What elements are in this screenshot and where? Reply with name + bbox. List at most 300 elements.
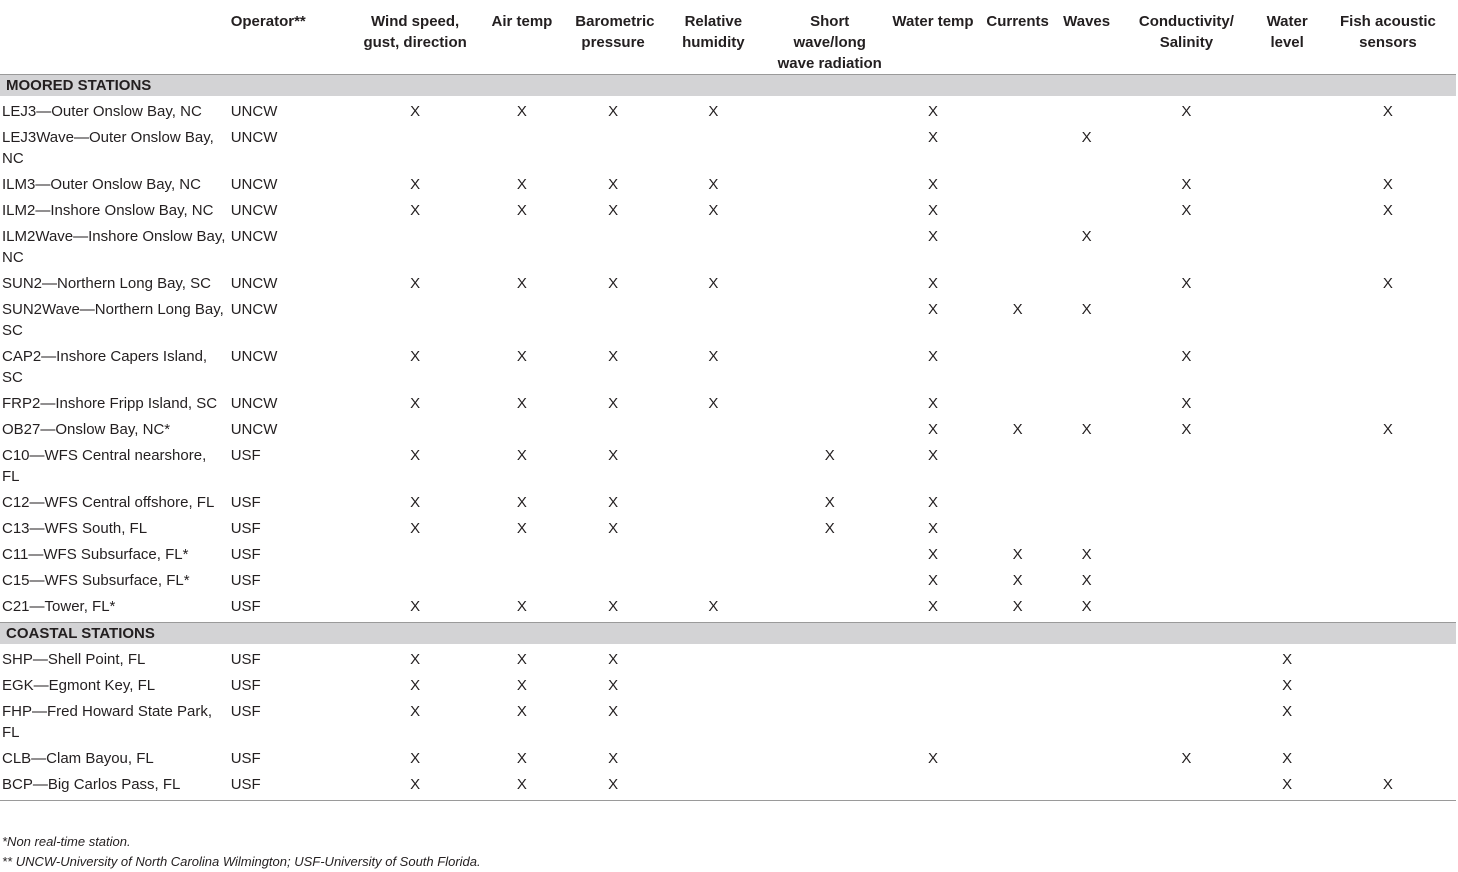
cell-rh: [653, 748, 774, 774]
cell-rh: [653, 701, 774, 748]
cell-wl: X: [1254, 774, 1319, 801]
cell-cur: [980, 675, 1055, 701]
cell-cond: [1118, 492, 1254, 518]
cell-wl: X: [1282, 750, 1293, 767]
cell-waves: [1055, 748, 1118, 774]
cell-operator: UNCW: [230, 202, 278, 219]
table-row: [0, 174, 1456, 200]
cell-wl: [1254, 174, 1319, 200]
cell-wind: X: [410, 176, 421, 193]
cell-wl: [1254, 492, 1319, 518]
cell-station: C13—WFS South, FL: [2, 520, 148, 537]
cell-air: [471, 127, 574, 174]
cell-wind: X: [360, 774, 471, 801]
cell-operator: UNCW: [230, 395, 278, 412]
cell-cond: [1118, 127, 1254, 174]
cell-cur: [980, 174, 1055, 200]
cell-cur: [980, 127, 1055, 174]
cell-waves: [1055, 101, 1118, 127]
cell-wind: X: [410, 703, 421, 720]
cell-cur: X: [1012, 421, 1023, 438]
cell-wl: [1254, 127, 1319, 174]
cell-rad: [774, 174, 886, 200]
cell-cur: [980, 273, 1055, 299]
cell-wind: X: [410, 494, 421, 511]
cell-operator: UNCW: [230, 301, 278, 318]
cell-station: CAP2—Inshore Capers Island, SC: [2, 348, 208, 386]
cell-station: SUN2—Northern Long Bay, SC: [2, 275, 211, 292]
table-row: [0, 393, 1456, 419]
cell-water: X: [927, 103, 938, 120]
cell-operator: UNCW: [230, 228, 278, 245]
cell-operator: USF: [230, 651, 261, 668]
cell-waves: [1055, 445, 1118, 492]
cell-rad: [774, 393, 886, 419]
footnote-non-realtime: *Non real-time station.: [2, 834, 131, 849]
cell-cur: X: [1012, 546, 1023, 563]
cell-wind: X: [410, 395, 421, 412]
cell-wl: [1254, 518, 1319, 544]
cell-waves: [1055, 701, 1118, 748]
cell-rh: [653, 127, 774, 174]
cell-cur: [980, 101, 1055, 127]
cell-wl: [1254, 419, 1319, 445]
cell-baro: X: [608, 750, 619, 767]
table-row: [0, 518, 1456, 544]
cell-rh: [653, 544, 774, 570]
cell-station: FRP2—Inshore Fripp Island, SC: [2, 395, 218, 412]
cell-fish: X: [1320, 774, 1456, 801]
cell-fish: [1320, 445, 1456, 492]
cell-operator: USF: [230, 703, 261, 720]
cell-waves: [1055, 649, 1118, 675]
cell-rh: [653, 445, 774, 492]
cell-rad: [774, 200, 886, 226]
cell-waves: [1055, 774, 1118, 801]
cell-operator: USF: [230, 447, 261, 464]
cell-cond: X: [1181, 176, 1192, 193]
cell-waves: [1055, 346, 1118, 393]
cell-station: ILM2—Inshore Onslow Bay, NC: [2, 202, 214, 219]
cell-cond: X: [1181, 275, 1192, 292]
cell-baro: X: [608, 520, 619, 537]
cell-water: X: [927, 598, 938, 615]
cell-wind: [360, 226, 471, 273]
table-row: [0, 445, 1456, 492]
header-barometric-pressure: Barometric pressure: [573, 0, 653, 75]
cell-waves: X: [1081, 301, 1092, 318]
footnotes: [2, 832, 481, 872]
cell-wind: X: [410, 651, 421, 668]
cell-operator: UNCW: [230, 348, 278, 365]
cell-fish: [1320, 518, 1456, 544]
cell-station: LEJ3Wave—Outer Onslow Bay, NC: [2, 129, 214, 167]
cell-air: [471, 570, 574, 596]
cell-water: [886, 649, 981, 675]
header-air-temp: Air temp: [471, 0, 574, 75]
cell-operator: USF: [230, 572, 261, 589]
cell-operator: USF: [229, 774, 360, 801]
cell-baro: [573, 127, 653, 174]
footnote-operators: ** UNCW-University of North Carolina Wilmington; USF-University of South Florida.: [2, 854, 481, 869]
cell-rh: X: [708, 176, 719, 193]
cell-water: X: [927, 202, 938, 219]
table-row: [0, 748, 1456, 774]
cell-rad: [774, 101, 886, 127]
cell-cond: X: [1181, 348, 1192, 365]
cell-cur: [980, 748, 1055, 774]
header-water-level: Water level: [1254, 0, 1319, 75]
cell-water: [886, 701, 981, 748]
cell-cur: X: [1012, 598, 1023, 615]
cell-rh: [653, 675, 774, 701]
cell-rh: [653, 518, 774, 544]
cell-rad: [774, 226, 886, 273]
cell-water: X: [927, 176, 938, 193]
cell-station: SHP—Shell Point, FL: [2, 651, 146, 668]
cell-baro: X: [608, 348, 619, 365]
cell-station: FHP—Fred Howard State Park, FL: [2, 703, 213, 741]
cell-cond: [1118, 596, 1254, 623]
cell-air: X: [516, 103, 527, 120]
cell-rh: X: [708, 103, 719, 120]
cell-wl: [1254, 346, 1319, 393]
cell-station: BCP—Big Carlos Pass, FL: [0, 774, 229, 801]
header-radiation: Short wave/long wave radiation: [774, 0, 886, 75]
cell-fish: X: [1382, 176, 1393, 193]
cell-baro: X: [573, 774, 653, 801]
cell-operator: UNCW: [230, 275, 278, 292]
table-row: [0, 596, 1456, 623]
cell-rh: [653, 649, 774, 675]
cell-wl: [1254, 393, 1319, 419]
cell-rad: [774, 649, 886, 675]
cell-operator: UNCW: [230, 129, 278, 146]
cell-air: [471, 226, 574, 273]
cell-rh: [653, 419, 774, 445]
cell-wl: [1254, 273, 1319, 299]
cell-rad: [774, 419, 886, 445]
cell-fish: X: [1382, 275, 1393, 292]
cell-rh: X: [708, 275, 719, 292]
header-currents: Currents: [980, 0, 1055, 75]
cell-water: X: [927, 572, 938, 589]
cell-cond: [1118, 445, 1254, 492]
cell-wind: X: [410, 348, 421, 365]
cell-station: C11—WFS Subsurface, FL*: [2, 546, 189, 563]
header-relative-humidity: Relative humidity: [653, 0, 774, 75]
cell-wl: [1254, 445, 1319, 492]
cell-water: X: [927, 395, 938, 412]
cell-wind: [360, 127, 471, 174]
cell-rad: X: [824, 494, 835, 511]
cell-station: LEJ3—Outer Onslow Bay, NC: [2, 103, 202, 120]
cell-waves: X: [1081, 129, 1092, 146]
table-row: [0, 675, 1456, 701]
cell-water: X: [927, 546, 938, 563]
cell-waves: [1055, 518, 1118, 544]
cell-operator: USF: [230, 677, 261, 694]
cell-fish: [1320, 544, 1456, 570]
table-row: [0, 544, 1456, 570]
cell-fish: [1320, 226, 1456, 273]
cell-wind: X: [410, 520, 421, 537]
table-row: [0, 701, 1456, 748]
cell-air: X: [516, 703, 527, 720]
cell-cond: [1118, 544, 1254, 570]
table-row: [0, 649, 1456, 675]
cell-baro: X: [608, 275, 619, 292]
cell-air: X: [516, 395, 527, 412]
cell-waves: X: [1081, 572, 1092, 589]
cell-rh: [653, 299, 774, 346]
cell-fish: [1320, 649, 1456, 675]
cell-rh: [653, 226, 774, 273]
cell-baro: X: [608, 703, 619, 720]
cell-water: X: [927, 447, 938, 464]
cell-cur: [980, 200, 1055, 226]
cell-baro: X: [608, 598, 619, 615]
cell-cond: [1118, 649, 1254, 675]
cell-cond: [1118, 518, 1254, 544]
cell-rad: [774, 127, 886, 174]
cell-wind: X: [410, 103, 421, 120]
cell-air: X: [516, 348, 527, 365]
cell-rh: [653, 570, 774, 596]
table-row: [0, 200, 1456, 226]
cell-air: X: [516, 520, 527, 537]
cell-fish: [1320, 127, 1456, 174]
cell-water: X: [927, 129, 938, 146]
cell-fish: [1320, 492, 1456, 518]
cell-rad: X: [824, 447, 835, 464]
cell-rh: X: [708, 348, 719, 365]
cell-operator: USF: [230, 598, 261, 615]
cell-air: [471, 299, 574, 346]
cell-air: X: [516, 677, 527, 694]
cell-rh: [653, 492, 774, 518]
cell-waves: X: [1081, 598, 1092, 615]
cell-wind: X: [410, 677, 421, 694]
cell-air: X: [471, 774, 574, 801]
cell-fish: [1320, 393, 1456, 419]
cell-rh: [653, 774, 774, 801]
table-row: [0, 299, 1456, 346]
cell-water: [886, 774, 981, 801]
cell-baro: X: [608, 395, 619, 412]
header-operator: Operator**: [229, 0, 360, 75]
cell-fish: [1320, 675, 1456, 701]
cell-cond: [1118, 774, 1254, 801]
cell-station: CLB—Clam Bayou, FL: [2, 750, 154, 767]
cell-waves: [1055, 492, 1118, 518]
cell-water: X: [927, 520, 938, 537]
cell-wind: X: [410, 275, 421, 292]
cell-air: [471, 544, 574, 570]
cell-baro: X: [608, 103, 619, 120]
cell-baro: X: [608, 677, 619, 694]
cell-baro: X: [608, 651, 619, 668]
cell-cond: [1118, 226, 1254, 273]
section-header-row: [0, 623, 1456, 645]
cell-cur: [980, 445, 1055, 492]
cell-baro: [573, 419, 653, 445]
cell-rad: X: [824, 520, 835, 537]
cell-cur: [980, 346, 1055, 393]
header-station: [0, 0, 229, 75]
cell-rh: X: [708, 395, 719, 412]
cell-fish: X: [1382, 103, 1393, 120]
cell-wl: [1254, 200, 1319, 226]
cell-rad: [774, 273, 886, 299]
cell-wl: [1254, 226, 1319, 273]
cell-cur: [980, 393, 1055, 419]
section-title: COASTAL STATIONS: [0, 623, 1456, 645]
header-row: [0, 0, 1456, 75]
table-row: [0, 492, 1456, 518]
cell-waves: [1055, 393, 1118, 419]
table-body: [0, 75, 1456, 801]
cell-cond: X: [1181, 395, 1192, 412]
cell-cur: X: [1012, 301, 1023, 318]
cell-baro: [573, 299, 653, 346]
cell-rad: [774, 596, 886, 623]
cell-rad: [774, 346, 886, 393]
header-wind: Wind speed, gust, direction: [360, 0, 471, 75]
header-fish-acoustic: Fish acoustic sensors: [1320, 0, 1456, 75]
cell-wl: [1254, 101, 1319, 127]
cell-operator: USF: [230, 546, 261, 563]
cell-air: X: [516, 598, 527, 615]
header-waves: Waves: [1055, 0, 1118, 75]
cell-air: X: [516, 202, 527, 219]
cell-air: [471, 419, 574, 445]
cell-station: C12—WFS Central offshore, FL: [2, 494, 215, 511]
cell-baro: X: [608, 176, 619, 193]
cell-cur: [980, 518, 1055, 544]
cell-fish: [1320, 748, 1456, 774]
cell-rad: [774, 774, 886, 801]
cell-cur: [980, 701, 1055, 748]
cell-operator: UNCW: [230, 176, 278, 193]
cell-wind: X: [410, 750, 421, 767]
cell-cond: X: [1181, 202, 1192, 219]
cell-cur: [980, 774, 1055, 801]
cell-cur: [980, 649, 1055, 675]
cell-water: X: [927, 228, 938, 245]
cell-station: OB27—Onslow Bay, NC*: [2, 421, 171, 438]
table-row: [0, 127, 1456, 174]
cell-cond: [1118, 701, 1254, 748]
cell-wind: [360, 570, 471, 596]
cell-baro: [573, 226, 653, 273]
cell-wl: [1254, 544, 1319, 570]
cell-baro: [573, 544, 653, 570]
cell-wl: X: [1282, 703, 1293, 720]
cell-water: X: [927, 301, 938, 318]
cell-baro: [573, 570, 653, 596]
cell-fish: X: [1382, 421, 1393, 438]
cell-waves: [1055, 200, 1118, 226]
cell-cond: [1118, 299, 1254, 346]
cell-waves: X: [1081, 546, 1092, 563]
cell-water: X: [927, 421, 938, 438]
cell-fish: [1320, 701, 1456, 748]
cell-fish: [1320, 299, 1456, 346]
cell-station: ILM3—Outer Onslow Bay, NC: [2, 176, 201, 193]
cell-cur: [980, 492, 1055, 518]
cell-cond: X: [1181, 750, 1192, 767]
cell-air: X: [516, 494, 527, 511]
cell-station: SUN2Wave—Northern Long Bay, SC: [2, 301, 224, 339]
cell-wind: X: [410, 447, 421, 464]
cell-cond: X: [1181, 103, 1192, 120]
cell-station: ILM2Wave—Inshore Onslow Bay, NC: [2, 228, 226, 266]
cell-water: X: [927, 275, 938, 292]
table-row: [0, 419, 1456, 445]
cell-fish: [1320, 596, 1456, 623]
cell-fish: [1320, 570, 1456, 596]
cell-operator: USF: [230, 520, 261, 537]
cell-rad: [774, 544, 886, 570]
table-row: [0, 774, 1456, 801]
cell-air: X: [516, 176, 527, 193]
cell-air: X: [516, 275, 527, 292]
table-row: [0, 226, 1456, 273]
cell-operator: USF: [230, 494, 261, 511]
cell-rad: [774, 570, 886, 596]
cell-water: X: [927, 750, 938, 767]
cell-cur: [980, 226, 1055, 273]
cell-operator: UNCW: [230, 103, 278, 120]
cell-cur: X: [1012, 572, 1023, 589]
cell-wind: X: [410, 202, 421, 219]
cell-waves: X: [1081, 228, 1092, 245]
table-row: [0, 570, 1456, 596]
cell-rad: [774, 299, 886, 346]
cell-fish: [1320, 346, 1456, 393]
cell-water: X: [927, 348, 938, 365]
cell-fish: X: [1382, 202, 1393, 219]
cell-station: EGK—Egmont Key, FL: [2, 677, 156, 694]
cell-water: X: [927, 494, 938, 511]
cell-baro: X: [608, 447, 619, 464]
header-conductivity: Conductivity/ Salinity: [1118, 0, 1254, 75]
cell-cond: [1118, 675, 1254, 701]
cell-operator: UNCW: [230, 421, 278, 438]
cell-rad: [774, 701, 886, 748]
cell-rad: [774, 675, 886, 701]
cell-air: X: [516, 750, 527, 767]
cell-air: X: [516, 447, 527, 464]
cell-wl: [1254, 299, 1319, 346]
cell-wl: X: [1282, 677, 1293, 694]
section-title: MOORED STATIONS: [0, 75, 1456, 97]
cell-wind: [360, 544, 471, 570]
section-header-row: [0, 75, 1456, 97]
cell-wind: [360, 419, 471, 445]
cell-station: C21—Tower, FL*: [2, 598, 116, 615]
table-row: [0, 101, 1456, 127]
cell-rh: X: [708, 598, 719, 615]
cell-wind: [360, 299, 471, 346]
cell-waves: [1055, 273, 1118, 299]
cell-waves: [1055, 675, 1118, 701]
cell-baro: X: [608, 202, 619, 219]
table-row: [0, 273, 1456, 299]
cell-wind: X: [410, 598, 421, 615]
cell-wl: X: [1282, 651, 1293, 668]
